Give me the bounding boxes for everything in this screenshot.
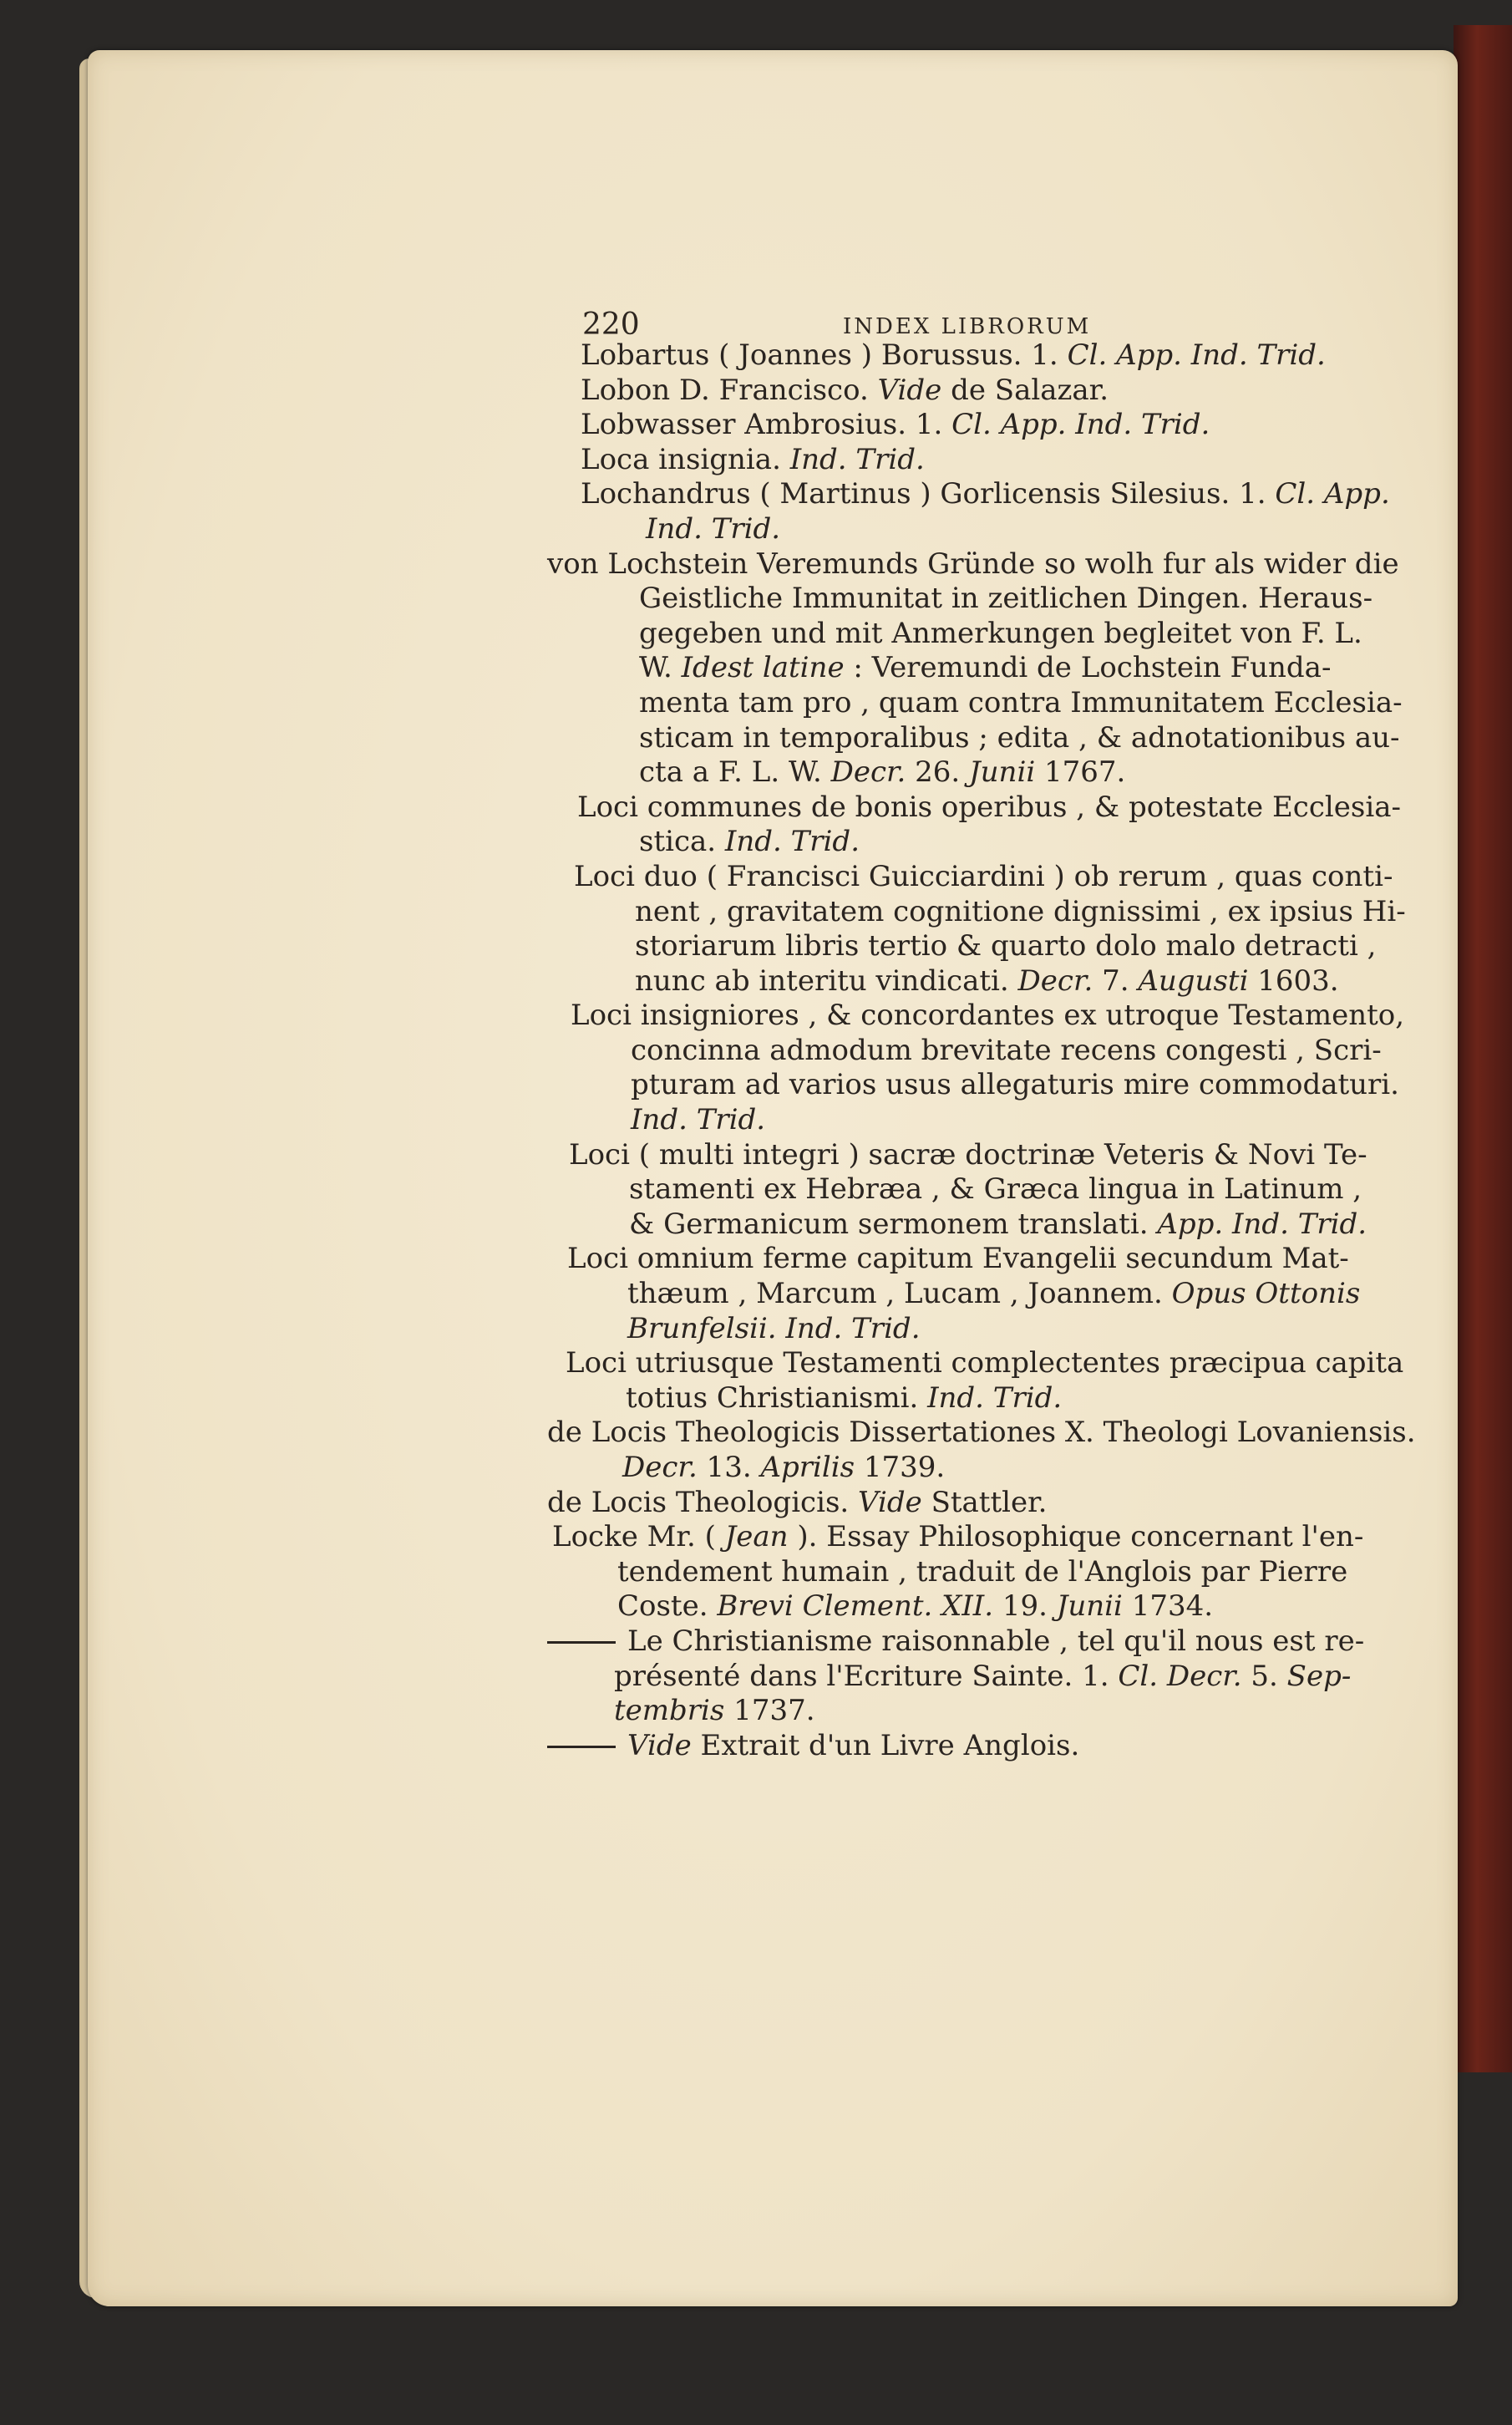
- text-run: nunc ab interitu vindicati.: [635, 963, 1018, 998]
- text-run: 1737.: [724, 1694, 815, 1728]
- text-run: Cl. App. Ind. Trid.: [951, 408, 1210, 442]
- text-line: [547, 1520, 1416, 1555]
- text-line: [547, 547, 1416, 582]
- text-line: [547, 1068, 1416, 1103]
- text-line: [547, 1138, 1416, 1173]
- text-run: Vide: [627, 1728, 692, 1762]
- text-run: ). Essay Philosophique concernant l'en-: [788, 1520, 1364, 1554]
- text-run: Cl. Decr.: [1118, 1659, 1242, 1693]
- text-line: [547, 860, 1416, 895]
- text-run: storiarum libris tertio & quarto dolo malo detracti ,: [635, 929, 1377, 963]
- text-line: [547, 1416, 1416, 1451]
- index-entries: [547, 338, 1416, 1763]
- text-line: [547, 1451, 1416, 1486]
- text-line: [547, 477, 1416, 512]
- text-line: [547, 721, 1416, 756]
- text-line: [547, 1034, 1416, 1069]
- text-run: von Lochstein Veremunds Gründe so wolh fur als wider die: [547, 547, 1399, 581]
- text-run: tembris: [614, 1694, 725, 1728]
- text-run: Decr.: [622, 1451, 698, 1484]
- text-line: [547, 374, 1416, 409]
- text-line: [547, 512, 1416, 547]
- text-run: présenté dans l'Ecriture Sainte. 1.: [614, 1659, 1119, 1693]
- text-run: Coste.: [617, 1589, 718, 1624]
- text-run: 1767.: [1035, 755, 1126, 790]
- text-run: Jean: [724, 1520, 789, 1554]
- text-run: Le Christianisme raisonnable , tel qu'il nous est re-: [627, 1624, 1365, 1658]
- text-run: Ind. Trid.: [927, 1380, 1063, 1415]
- text-line: [547, 999, 1416, 1034]
- text-line: [547, 1277, 1416, 1312]
- text-run: sticam in temporalibus ; edita , & adnotationibus au-: [639, 720, 1400, 755]
- text-run: Ind. Trid.: [724, 825, 860, 859]
- text-line: [547, 1624, 1416, 1660]
- text-run: & Germanicum sermonem translati.: [629, 1207, 1158, 1241]
- text-line: [547, 1207, 1416, 1243]
- text-run: de Locis Theologicis.: [547, 1485, 859, 1519]
- text-line: [547, 929, 1416, 964]
- text-run: Augusti: [1138, 963, 1249, 998]
- text-line: [547, 1729, 1416, 1764]
- text-run: stamenti ex Hebræa , & Græca lingua in Latinum ,: [629, 1172, 1362, 1207]
- text-run: 1734.: [1122, 1589, 1214, 1624]
- text-line: [547, 1660, 1416, 1695]
- book-binding: [1454, 25, 1512, 2072]
- text-run: pturam ad varios usus allegaturis mire commodaturi.: [631, 1068, 1399, 1102]
- running-head: INDEX LIBRORUM: [843, 314, 1092, 339]
- text-run: Geistliche Immunitat in zeitlichen Dingen. Heraus-: [639, 582, 1373, 616]
- text-line: [547, 651, 1416, 686]
- text-run: nent , gravitatem cognitione dignissimi , ex ipsius Hi-: [635, 894, 1406, 928]
- text-run: concinna admodum brevitate recens congesti , Scri-: [631, 1033, 1382, 1067]
- text-run: gegeben und mit Anmerkungen begleitet von F. L.: [639, 616, 1362, 650]
- text-run: Ind. Trid.: [631, 1103, 766, 1137]
- text-run: Loci ( multi integri ) sacræ doctrinæ Veteris & Novi Te-: [569, 1137, 1367, 1172]
- text-run: menta tam pro , quam contra Immunitatem Ecclesia-: [639, 685, 1403, 719]
- text-run: Decr.: [1017, 963, 1093, 998]
- text-run: Loci duo ( Francisci Guicciardini ) ob rerum , quas conti-: [574, 859, 1393, 893]
- text-run: Vide: [858, 1485, 922, 1519]
- text-run: Ind. Trid.: [646, 511, 781, 546]
- text-line: [547, 1381, 1416, 1416]
- text-line: [547, 1589, 1416, 1624]
- text-line: [547, 408, 1416, 443]
- text-line: [547, 755, 1416, 791]
- text-line: [547, 825, 1416, 860]
- text-run: totius Christianismi.: [626, 1380, 928, 1415]
- text-line: [547, 1172, 1416, 1207]
- text-run: 26.: [906, 755, 970, 790]
- text-run: Stattler.: [921, 1485, 1048, 1519]
- text-run: Cl. App.: [1275, 477, 1390, 511]
- text-run: 1603.: [1248, 963, 1339, 998]
- text-line: [547, 1242, 1416, 1277]
- text-run: 7.: [1093, 963, 1139, 998]
- page-number: 220: [582, 308, 640, 342]
- repeat-dash: [547, 1746, 616, 1748]
- text-run: App. Ind. Trid.: [1157, 1207, 1367, 1241]
- text-line: [547, 686, 1416, 721]
- text-run: Lobon D. Francisco.: [581, 373, 878, 407]
- text-run: de Locis Theologicis Dissertationes X. Theologi Lovaniensis.: [547, 1416, 1416, 1450]
- text-line: [547, 1694, 1416, 1729]
- text-run: W.: [639, 651, 682, 685]
- text-run: 19.: [993, 1589, 1057, 1624]
- text-run: 13.: [697, 1451, 761, 1484]
- text-line: [547, 895, 1416, 930]
- text-run: Lochandrus ( Martinus ) Gorlicensis Silesius. 1.: [581, 477, 1276, 511]
- text-line: [547, 338, 1416, 374]
- text-run: Loca insignia.: [581, 442, 790, 476]
- text-run: Junii: [969, 755, 1036, 790]
- text-run: Lobartus ( Joannes ) Borussus. 1.: [581, 338, 1068, 372]
- text-run: Ind. Trid.: [789, 442, 925, 476]
- text-run: Brevi Clement. XII.: [717, 1589, 994, 1624]
- text-run: Extrait d'un Livre Anglois.: [691, 1728, 1080, 1762]
- text-line: [547, 791, 1416, 826]
- text-line: [547, 964, 1416, 999]
- text-run: thæum , Marcum , Lucam , Joannem.: [627, 1277, 1172, 1311]
- text-run: Aprilis: [760, 1451, 855, 1484]
- text-line: [547, 1312, 1416, 1347]
- text-run: Idest latine: [681, 651, 845, 685]
- text-run: cta a F. L. W.: [639, 755, 831, 790]
- text-run: Loci insigniores , & concordantes ex utroque Testamento,: [571, 999, 1405, 1033]
- text-run: 1739.: [855, 1451, 946, 1484]
- text-run: de Salazar.: [941, 373, 1109, 407]
- text-line: [547, 443, 1416, 478]
- text-run: Decr.: [830, 755, 906, 790]
- text-run: Junii: [1056, 1589, 1123, 1624]
- text-run: Brunfelsii. Ind. Trid.: [627, 1311, 921, 1345]
- text-run: Cl. App. Ind. Trid.: [1067, 338, 1326, 372]
- repeat-dash: [547, 1641, 616, 1644]
- text-run: stica.: [639, 825, 725, 859]
- text-run: Loci omnium ferme capitum Evangelii secundum Mat-: [567, 1242, 1349, 1276]
- text-line: [547, 1103, 1416, 1138]
- text-line: [547, 617, 1416, 652]
- text-run: Lobwasser Ambrosius. 1.: [581, 408, 952, 442]
- text-run: : Veremundi de Lochstein Funda-: [844, 651, 1332, 685]
- text-line: [547, 1346, 1416, 1381]
- text-run: Sep-: [1286, 1659, 1352, 1693]
- text-run: Loci utriusque Testamenti complectentes præcipua capita: [566, 1346, 1404, 1380]
- text-run: Loci communes de bonis operibus , & potestate Ecclesia-: [577, 790, 1401, 824]
- text-run: tendement humain , traduit de l'Anglois par Pierre: [617, 1554, 1348, 1589]
- text-run: 5.: [1241, 1659, 1287, 1693]
- text-line: [547, 1486, 1416, 1521]
- text-line: [547, 582, 1416, 617]
- text-run: Opus Ottonis: [1171, 1277, 1361, 1311]
- text-run: Locke Mr. (: [552, 1520, 725, 1554]
- text-line: [547, 1555, 1416, 1590]
- text-run: Vide: [877, 373, 942, 407]
